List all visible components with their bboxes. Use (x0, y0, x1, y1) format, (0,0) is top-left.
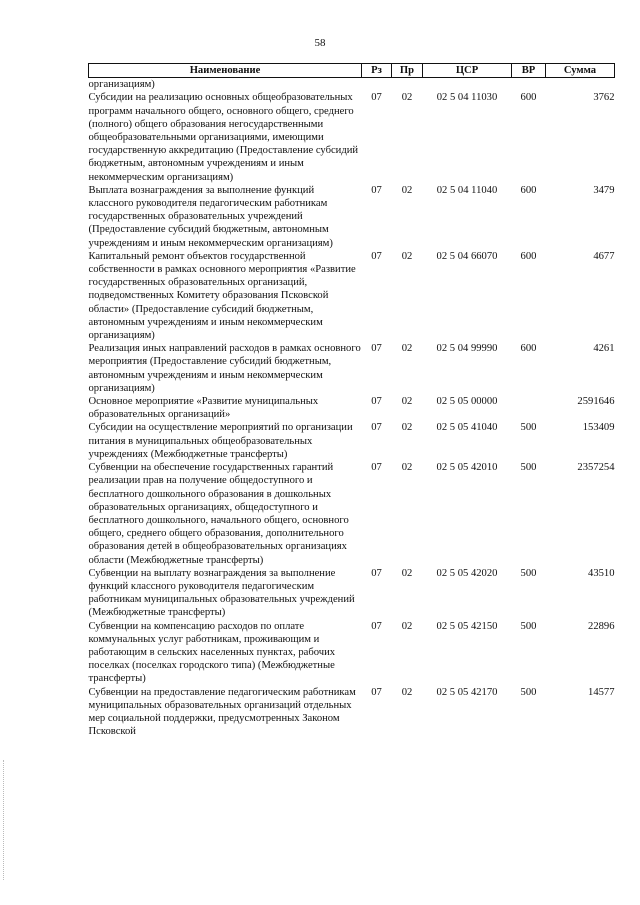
cell-csr: 02 5 05 42010 (436, 462, 498, 474)
cell-rz: 07 (371, 422, 382, 434)
cell-sum: 4677 (593, 250, 615, 262)
table-row (89, 342, 615, 395)
table-row (89, 91, 615, 183)
table-body (89, 78, 615, 739)
cell-name: Выплата вознаграждения за выполнение функций классного руководителя педагогическим работникам государственных образовательных учреждений (Предоставление субсидий бюджетным, автономным учреждениям и иным некоммерческим организациям) (88, 184, 333, 249)
cell-name: Основное мероприятие «Развитие муниципальных образовательных организаций» (88, 396, 319, 421)
cell-sum: 3479 (593, 184, 615, 196)
cell-vr: 600 (520, 250, 537, 262)
scan-edge-mark (3, 760, 5, 880)
cell-name: Субвенции на предоставление педагогическим работникам муниципальных образовательных организаций отдельных мер социальной поддержки, предусмотренных Законом Псковской (88, 686, 356, 738)
table-row (89, 686, 615, 739)
cell-vr (512, 395, 546, 421)
cell-csr: 02 5 04 11040 (436, 184, 498, 196)
cell-name: Реализация иных направлений расходов в рамках основного мероприятия (Предоставление субсидий бюджетным, автономным учреждениям и иным некоммерческим организациям) (88, 343, 361, 394)
table-row (89, 250, 615, 342)
cell-sum: 2357254 (577, 462, 615, 474)
cell-sum: 153409 (582, 422, 615, 434)
cell-rz: 07 (371, 396, 382, 408)
cell-pr: 02 (401, 184, 413, 196)
cell-vr: 500 (520, 686, 537, 698)
cell-pr: 02 (401, 567, 413, 579)
cell-vr: 600 (520, 343, 537, 355)
cell-pr (392, 78, 423, 92)
cell-csr: 02 5 04 99990 (436, 343, 498, 355)
cell-vr: 500 (520, 462, 537, 474)
table-header-row (89, 64, 615, 78)
cell-csr: 02 5 04 11030 (436, 92, 498, 104)
cell-pr: 02 (401, 396, 413, 408)
cell-sum: 2591646 (577, 396, 615, 408)
cell-rz: 07 (371, 462, 382, 474)
table-row (89, 620, 615, 686)
header-vr: ВР (512, 64, 546, 78)
cell-pr: 02 (401, 686, 413, 698)
cell-pr: 02 (401, 250, 413, 262)
cell-rz (362, 78, 392, 92)
cell-pr: 02 (401, 92, 413, 104)
table-row (89, 78, 615, 92)
cell-vr: 500 (520, 567, 537, 579)
cell-vr: 600 (520, 184, 537, 196)
cell-pr: 02 (401, 462, 413, 474)
cell-pr: 02 (401, 620, 413, 632)
cell-rz: 07 (371, 567, 382, 579)
budget-table (88, 63, 615, 738)
header-pr: Пр (392, 64, 423, 78)
header-name: Наименование (89, 64, 362, 78)
header-sum: Сумма (546, 64, 615, 78)
cell-sum: 3762 (593, 92, 615, 104)
cell-sum (546, 78, 615, 92)
table-row (89, 461, 615, 567)
cell-name: Капитальный ремонт объектов государственной собственности в рамках основного мероприятия «Развитие государственных образовательных организаций, подведомственных Комитету образования Псковской области» (Предоставление субсидий бюджетным, автономным учреждениям и иным некоммерческим организациям) (88, 250, 356, 342)
cell-sum: 14577 (588, 686, 615, 698)
cell-rz: 07 (371, 620, 382, 632)
cell-csr: 02 5 05 42020 (436, 567, 498, 579)
header-csr: ЦСР (423, 64, 512, 78)
cell-vr: 500 (520, 422, 537, 434)
cell-rz: 07 (371, 250, 382, 262)
cell-name: Субвенции на компенсацию расходов по оплате коммунальных услуг работникам, проживающим и работающим в сельских населенных пунктах, рабочих поселках (поселках городского типа) (Межбюджетные трансферты) (88, 620, 336, 685)
cell-csr: 02 5 05 41040 (436, 422, 498, 434)
table-row (89, 395, 615, 421)
cell-name: Субвенции на выплату вознаграждения за выполнение функций классного руководителя педагогическим работникам муниципальных образовательных учреждений (Межбюджетные трансферты) (88, 567, 355, 619)
cell-sum: 22896 (588, 620, 615, 632)
cell-vr: 600 (520, 92, 537, 104)
cell-name: организациям) (88, 79, 155, 91)
cell-rz: 07 (371, 343, 382, 355)
cell-sum: 4261 (593, 343, 615, 355)
cell-vr (512, 78, 546, 92)
cell-rz: 07 (371, 686, 382, 698)
cell-name: Субсидии на осуществление мероприятий по организации питания в муниципальных общеобразовательных учреждениях (Межбюджетные трансферты) (88, 422, 353, 460)
cell-csr: 02 5 05 42150 (436, 620, 498, 632)
cell-name: Субсидии на реализацию основных общеобразовательных программ начального общего, основного общего, среднего (полного) общего образования негосударственными общеобразовательными организациями, имеющими государственную аккредитацию (Предоставление субсидий бюджетным, автономным учреждениям и иным некоммерческим организациям) (88, 92, 359, 183)
cell-csr: 02 5 05 42170 (436, 686, 498, 698)
table-row (89, 421, 615, 461)
cell-pr: 02 (401, 422, 413, 434)
cell-sum: 43510 (588, 567, 615, 579)
cell-csr: 02 5 05 00000 (436, 396, 498, 408)
page-number: 58 (314, 37, 326, 49)
cell-vr: 500 (520, 620, 537, 632)
cell-rz: 07 (371, 92, 382, 104)
table-row (89, 184, 615, 250)
cell-rz: 07 (371, 184, 382, 196)
cell-csr (423, 78, 512, 92)
cell-pr: 02 (401, 343, 413, 355)
cell-csr: 02 5 04 66070 (436, 250, 498, 262)
table-row (89, 567, 615, 620)
header-rz: Рз (362, 64, 392, 78)
cell-name: Субвенции на обеспечение государственных гарантий реализации прав на получение общедоступного и бесплатного дошкольного образования в дошкольных образовательных организациях, общедоступного и бесплатного дошкольного, начального общего, основного общего, среднего общего образования, дополнительного образования детей в общеобразовательных организациях области (Межбюджетные трансферты) (88, 462, 349, 566)
